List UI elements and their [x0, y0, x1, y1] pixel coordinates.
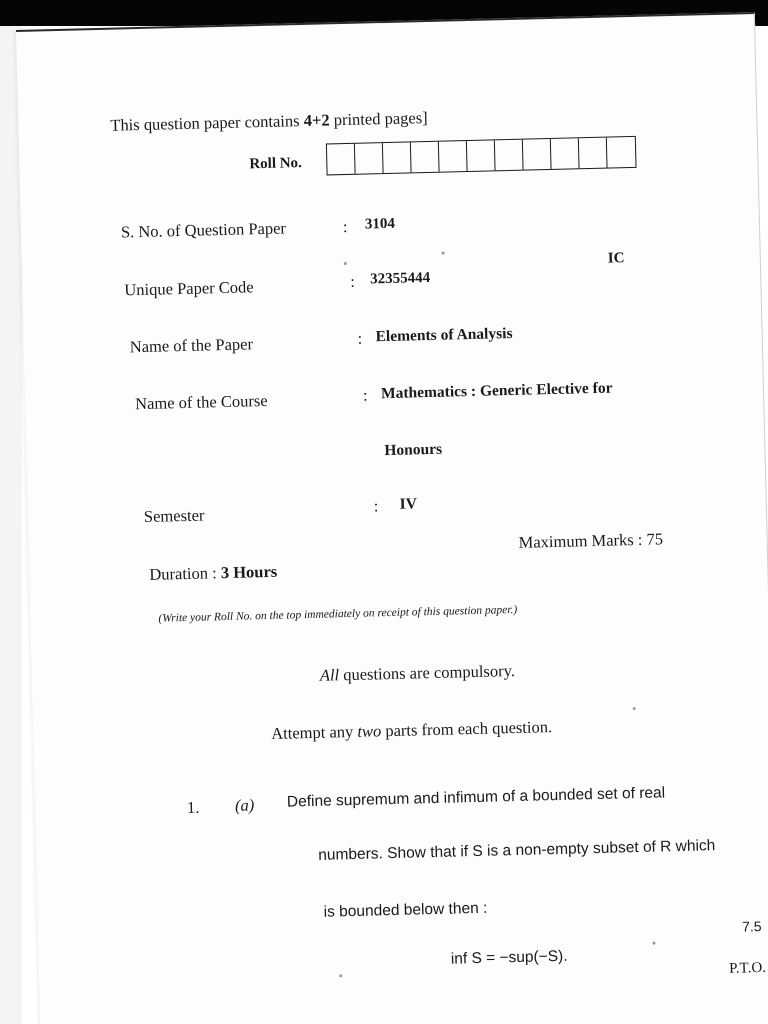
- upc-label: Unique Paper Code: [124, 277, 254, 300]
- scan-speck: [339, 974, 342, 977]
- compulsory-instruction: [320, 663, 515, 684]
- scan-speck: [344, 262, 347, 265]
- question-part-label: (a): [234, 795, 255, 815]
- pages-count: 4+2: [303, 110, 330, 130]
- upc-colon: :: [350, 271, 356, 291]
- roll-no-digit-box[interactable]: [355, 143, 384, 174]
- course-name-colon: :: [362, 385, 368, 405]
- question-paper-sheet: [16, 12, 768, 1024]
- roll-number-instruction: (Write your Roll No. on the top immediately on receipt of this question paper.): [158, 603, 518, 625]
- roll-no-digit-box[interactable]: [467, 140, 496, 171]
- course-name-value-line1: Mathematics : Generic Elective for: [380, 379, 613, 403]
- roll-no-digit-box[interactable]: [383, 142, 412, 173]
- question-text-line1: Define supremum and infimum of a bounded set of real: [286, 784, 666, 811]
- question-formula: inf S = −sup(−S).: [450, 947, 568, 968]
- paper-name-value: Elements of Analysis: [375, 324, 513, 346]
- sno-colon: :: [342, 216, 348, 237]
- roll-no-digit-box[interactable]: [439, 141, 468, 172]
- semester-label: Semester: [143, 505, 205, 527]
- paper-name-colon: :: [357, 328, 363, 348]
- roll-no-boxes[interactable]: [326, 136, 637, 176]
- course-name-label: Name of the Course: [134, 390, 268, 414]
- course-name-value-line2: Honours: [384, 440, 443, 460]
- upc-value: 32355444: [370, 269, 431, 288]
- roll-no-digit-box[interactable]: [327, 144, 356, 175]
- pages-info-line: [110, 107, 428, 135]
- paper-name-label: Name of the Paper: [129, 334, 254, 357]
- semester-value: IV: [399, 495, 418, 513]
- duration-value: 3 Hours: [220, 561, 278, 583]
- scan-speck: [442, 252, 445, 255]
- attempt-instruction: [271, 719, 552, 742]
- attempt-pre: Attempt any: [271, 721, 354, 743]
- duration-line: [149, 561, 278, 584]
- question-marks: 7.5: [741, 918, 762, 935]
- question-text-line2: numbers. Show that if S is a non-empty subset of R which: [318, 837, 716, 864]
- pto-label: P.T.O.: [728, 959, 767, 977]
- roll-no-digit-box[interactable]: [411, 142, 440, 173]
- semester-colon: :: [373, 496, 379, 516]
- roll-no-digit-box[interactable]: [523, 139, 552, 170]
- scan-speck: [652, 942, 655, 945]
- scan-speck: [633, 707, 636, 710]
- duration-label: Duration :: [149, 563, 222, 584]
- roll-no-digit-box[interactable]: [607, 137, 636, 168]
- compulsory-word: All: [319, 665, 340, 685]
- attempt-word: two: [357, 721, 382, 741]
- compulsory-rest: questions are compulsory.: [342, 661, 516, 685]
- question-number: 1.: [186, 797, 200, 818]
- attempt-post: parts from each question.: [385, 717, 553, 741]
- roll-no-label: Roll No.: [249, 155, 303, 173]
- roll-no-digit-box[interactable]: [579, 138, 608, 169]
- roll-no-digit-box[interactable]: [495, 140, 524, 171]
- question-text-line3: is bounded below then :: [323, 899, 488, 921]
- sno-value: 3104: [364, 215, 396, 233]
- roll-no-digit-box[interactable]: [551, 138, 580, 169]
- pages-info-suffix: printed pages]: [333, 107, 428, 130]
- max-marks: Maximum Marks : 75: [518, 529, 664, 552]
- sno-label: S. No. of Question Paper: [120, 218, 287, 242]
- upc-tag: IC: [607, 250, 625, 267]
- pages-info-text: This question paper contains: [110, 111, 300, 135]
